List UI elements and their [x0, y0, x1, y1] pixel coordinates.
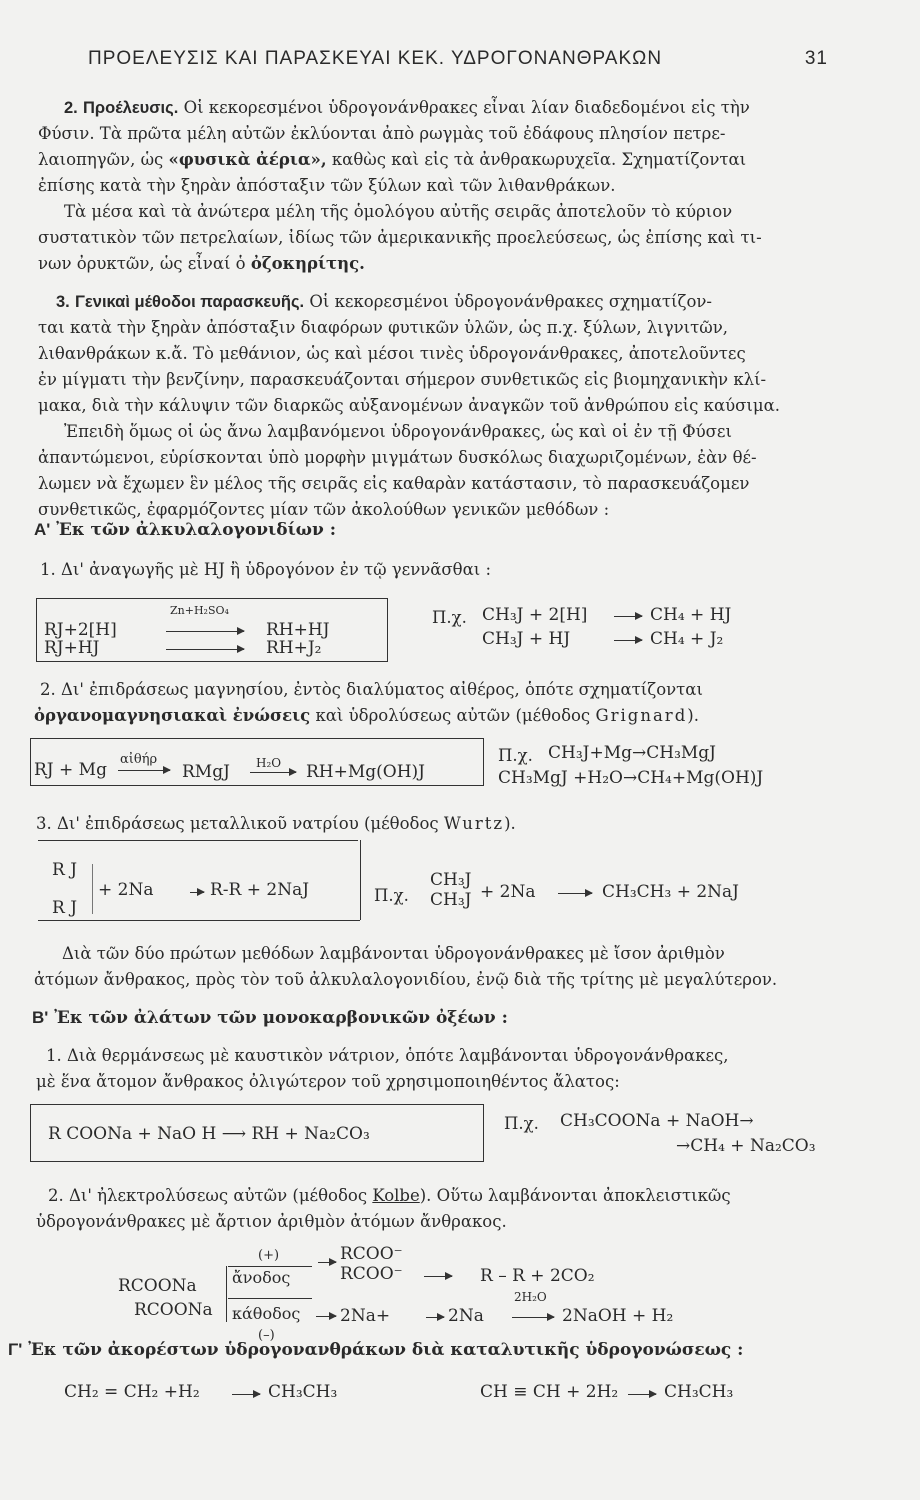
- g-eq1-arrow: [232, 1394, 260, 1395]
- section-b-title: Ἐκ τῶν ἀλάτων τῶν μονοκαρβονικῶν ὀξέων :: [54, 1008, 508, 1028]
- b-m2-arrow-cathode: [316, 1316, 336, 1317]
- a-m2-arrow-1: [118, 770, 170, 771]
- sec2-bold-ozokerite: ὀζοκηρίτης.: [250, 254, 365, 273]
- a-m3-eg-plus: + 2Na: [480, 882, 536, 902]
- a-m1-r2-right: RH+J₂: [266, 638, 322, 658]
- a-m3-bracket: [92, 864, 93, 914]
- running-header: [88, 48, 828, 74]
- sec2-line-4: ἐπίσης κατὰ τὴν ξηρὰν ἀπόσταξιν τῶν ξύλων καὶ τῶν λιθανθράκων.: [38, 176, 616, 195]
- a-m3-box-top: [38, 840, 358, 841]
- b-m2-plus-sign: (+): [258, 1248, 280, 1263]
- a-m2-line-2: [34, 706, 699, 726]
- b-m2-arrow-anode: [318, 1262, 336, 1263]
- b-m2-na-plus: 2Na+: [340, 1306, 391, 1326]
- sec3-line-9: συνθετικῶς, ἐφαρμόζοντες μίαν τῶν ἀκολούθων γενικῶν μεθόδων :: [38, 500, 610, 519]
- section-b-letter: Β': [32, 1008, 49, 1027]
- a-m3-text-a: 3. Δι' ἐπιδράσεως μεταλλικοῦ νατρίου (μέθοδος: [36, 814, 439, 833]
- a-m3-box-bottom: [38, 920, 360, 921]
- a-m1-eg1-right: CH₄ + HJ: [650, 605, 732, 625]
- a-m2-grignard: Grignard: [595, 706, 688, 725]
- section-g-letter: Γ': [8, 1340, 23, 1359]
- sec3-heading: Γενικαὶ μέθοδοι παρασκευῆς.: [75, 293, 305, 311]
- a-m3-box-right: [360, 840, 361, 920]
- g-eq1-left: CH₂ = CH₂ +H₂: [64, 1382, 200, 1402]
- b-m2-cathode-line: [228, 1298, 312, 1299]
- a-m3-rj-2: R J: [52, 898, 78, 918]
- b-m2-anode: ἄνοδος: [232, 1268, 291, 1287]
- b-m2-kolbe: Kolbe: [372, 1186, 420, 1205]
- b-m2-arrow-h2o: [512, 1317, 554, 1318]
- sec3-line-7: ἀπαντώμενοι, εὑρίσκονται ὑπὸ μορφὴν μιγμάτων δυσκόλως διαχωριζομένων, ἐὰν θέ-: [38, 448, 757, 467]
- a-m1-r1-arrow: [166, 631, 244, 632]
- sec2-number: 2.: [64, 99, 78, 117]
- a-m1-eg2-left: CH₃J + HJ: [482, 629, 571, 649]
- sec3-line-6: Ἐπειδὴ ὅμως οἱ ὡς ἄνω λαμβανόμενοι ὑδρογονάνθρακες, ὡς καὶ οἱ ἐν τῇ Φύσει: [64, 422, 732, 441]
- a-m2-eg1: CH₃J+Mg→CH₃MgJ: [548, 743, 716, 763]
- b-m2-prod-2: 2NaOH + H₂: [562, 1306, 674, 1326]
- a-m1-eg2-arrow: [614, 640, 642, 641]
- a-m1-r2-arrow: [166, 649, 244, 650]
- a-m1-eg1-arrow: [614, 616, 642, 617]
- a-m2-f-b: RMgJ: [182, 762, 230, 782]
- b-m2-rcoo-bot: RCOO⁻: [340, 1264, 403, 1284]
- g-eq2-arrow: [628, 1394, 656, 1395]
- sec2-text-1: Οἱ κεκορεσμένοι ὑδρογονάνθρακες εἶναι λίαν διαδεδομένοι εἰς τὴν: [183, 98, 750, 117]
- b-m2-h2o: 2H₂O: [514, 1290, 547, 1304]
- b-m2-rcoo-top: RCOO⁻: [340, 1244, 403, 1264]
- g-eq1-right: CH₃CH₃: [268, 1382, 338, 1402]
- b-m2-electrode-bar: [226, 1266, 227, 1322]
- b-m2-arrow-na: [426, 1317, 444, 1318]
- sec2-line-5: Τὰ μέσα καὶ τὰ ἀνώτερα μέλη τῆς ὁμολόγου αὐτῆς σειρᾶς ἀποτελοῦν τὸ κύριον: [64, 202, 733, 221]
- a-m3-eg-label: Π.χ.: [374, 886, 409, 905]
- a-m3-prod: R-R + 2NaJ: [210, 880, 310, 900]
- a-m2-f-c: RH+Mg(OH)J: [306, 762, 425, 782]
- a-m2-cond-water: H₂O: [256, 756, 282, 770]
- a-m3-plus-na: + 2Na: [98, 880, 154, 900]
- a-m3-rj-1: R J: [52, 860, 78, 880]
- a-m2-eg2: CH₃MgJ +H₂O→CH₄+Mg(OH)J: [498, 768, 764, 788]
- a-m1-condition: Zn+H₂SO₄: [170, 604, 229, 617]
- sec2-line-3: [38, 150, 746, 170]
- b-m1-line-1: 1. Διὰ θερμάνσεως μὲ καυστικὸν νάτριον, ὁπότε λαμβάνονται ὑδρογονάνθρακες,: [46, 1046, 729, 1065]
- a-m1-eg-label: Π.χ.: [432, 608, 467, 627]
- a-m2-eg-label: Π.χ.: [498, 746, 533, 765]
- section-a-title: Ἐκ τῶν ἀλκυλαλογονιδίων :: [56, 520, 336, 540]
- sec3-text-1: Οἱ κεκορεσμένοι ὑδρογονάνθρακες σχηματίζον-: [309, 292, 712, 311]
- sec3-line-4: ἐν μίγματι τὴν βενζίνην, παρασκευάζονται σήμερον συνθετικῶς εἰς βιομηχανικὴν κλί-: [38, 370, 767, 389]
- b-m2-cathode: κάθοδος: [232, 1304, 301, 1323]
- section-g-heading: [8, 1340, 743, 1360]
- sec3-line-5: μακα, διὰ τὴν κάλυψιν τῶν διαρκῶς αὐξανομένων ἀναγκῶν τοῦ ἀνθρώπου εἰς καύσιμα.: [38, 396, 780, 415]
- b-m1-eg2: →CH₄ + Na₂CO₃: [676, 1136, 816, 1156]
- b-m1-eg-label: Π.χ.: [504, 1114, 539, 1133]
- b-m2-anode-line: [228, 1266, 312, 1267]
- sec2-text-3b: καθὼς καὶ εἰς τὰ ἀνθρακωρυχεῖα. Σχηματίζονται: [331, 150, 747, 169]
- a-m2-text-end: ).: [687, 706, 699, 725]
- sec3-line-2: ται κατὰ τὴν ξηρὰν ἀπόσταξιν διαφόρων φυτικῶν ὑλῶν, ὡς π.χ. ξύλων, λιγνιτῶν,: [38, 318, 728, 337]
- a-m1-r1-left: RJ+2[H]: [44, 620, 117, 640]
- b-m2-na: 2Na: [448, 1306, 484, 1326]
- sec2-text-3a: λαιοπηγῶν, ὡς: [38, 150, 164, 169]
- g-eq2-left: CH ≡ CH + 2H₂: [480, 1382, 619, 1402]
- a-m2-f-a: RJ + Mg: [34, 760, 107, 780]
- sec2-heading: Προέλευσις.: [83, 99, 179, 117]
- page-number: 31: [804, 48, 828, 69]
- a-m2-bold-organomagnesium: ὀργανομαγνησιακαὶ ἐνώσεις: [34, 706, 311, 725]
- a-m3-eg-bot: CH₃J: [430, 890, 472, 910]
- sec2-line-2: Φύσιν. Τὰ πρῶτα μέλη αὐτῶν ἐκλύονται ἀπὸ ρωγμὰς τοῦ ἐδάφους πλησίον πετρε-: [38, 124, 726, 143]
- sec2-line-1: [64, 98, 750, 118]
- b-m2-rcoona-1: RCOONa: [118, 1276, 197, 1296]
- a-m3-arrow: [190, 892, 204, 893]
- sec2-text-7: νων ὀρυκτῶν, ὡς εἶναί ὁ: [38, 254, 246, 273]
- a-m2-line-1: 2. Δι' ἐπιδράσεως μαγνησίου, ἐντὸς διαλύματος αἰθέρος, ὁπότε σχηματίζονται: [40, 680, 703, 699]
- section-g-title: Ἐκ τῶν ἀκορέστων ὑδρογονανθράκων διὰ καταλυτικῆς ὑδρογονώσεως :: [28, 1340, 744, 1360]
- a-m1-r1-right: RH+HJ: [266, 620, 330, 640]
- b-m2-arrow-prod1: [424, 1276, 452, 1277]
- sec2-bold-natural-gas: «φυσικὰ ἀέρια»,: [168, 150, 327, 169]
- a-m2-cond-ether: αἰθήρ: [120, 752, 158, 767]
- a-m1-text: 1. Δι' ἀναγωγῆς μὲ HJ ἢ ὑδρογόνον ἐν τῷ γεννᾶσθαι :: [40, 560, 492, 579]
- b-m1-formula: R COONa + NaO H ⟶ RH + Na₂CO₃: [48, 1124, 370, 1144]
- a-m2-arrow-2: [250, 772, 296, 773]
- a-m3-eg-top: CH₃J: [430, 870, 472, 890]
- sec2-line-6: συστατικὸν τῶν πετρελαίων, ἰδίως τῶν ἀμερικανικῆς προελεύσεως, ὡς ἐπίσης καὶ τι-: [38, 228, 762, 247]
- sec3-number: 3.: [56, 293, 70, 311]
- a-m1-eg1-left: CH₃J + 2[H]: [482, 605, 588, 625]
- sec3-line-3: λιθανθράκων κ.ἄ. Τὸ μεθάνιον, ὡς καὶ μέσοι τινὲς ὑδρογονάνθρακες, ἀποτελοῦντες: [38, 344, 746, 363]
- sec3-line-1: [56, 292, 712, 312]
- a-m3-text-end: ).: [504, 814, 516, 833]
- b-m2-minus-sign: (–): [258, 1328, 275, 1343]
- b-m1-line-2: μὲ ἕνα ἄτομον ἄνθρακος ὀλιγώτερον τοῦ χρησιμοποιηθέντος ἄλατος:: [36, 1072, 620, 1091]
- a-m1-r2-left: RJ+HJ: [44, 638, 100, 658]
- b-m2-rcoona-2: RCOONa: [134, 1300, 213, 1320]
- b-m2-line-1: [48, 1186, 731, 1206]
- a-after-line-2: ἀτόμων ἄνθρακος, πρὸς τὸν τοῦ ἀλκυλαλογονιδίου, ἐνῷ διὰ τῆς τρίτης μὲ μεγαλύτερον.: [34, 970, 778, 989]
- b-m2-text-b: ). Οὕτω λαμβάνονται ἀποκλειστικῶς: [419, 1186, 731, 1205]
- section-a-heading: [34, 520, 336, 540]
- b-m2-text-a: 2. Δι' ἠλεκτρολύσεως αὐτῶν (μέθοδος: [48, 1186, 368, 1205]
- b-m1-eg1: CH₃COONa + NaOH→: [560, 1111, 754, 1131]
- sec2-line-7: [38, 254, 365, 274]
- a-after-line-1: Διὰ τῶν δύο πρώτων μεθόδων λαμβάνονται ὑδρογονάνθρακες μὲ ἴσον ἀριθμὸν: [62, 944, 725, 963]
- a-m1-eg2-right: CH₄ + J₂: [650, 629, 724, 649]
- a-m2-text-2: καὶ ὑδρολύσεως αὐτῶν (μέθοδος: [315, 706, 591, 725]
- header-title: ΠΡΟΕΛΕΥΣΙΣ ΚΑΙ ΠΑΡΑΣΚΕΥΑΙ ΚΕΚ. ΥΔΡΟΓΟΝΑΝΘΡΑΚΩΝ: [88, 48, 663, 69]
- b-m2-line-2: ὑδρογονάνθρακες μὲ ἄρτιον ἀριθμὸν ἀτόμων ἄνθρακος.: [36, 1212, 507, 1231]
- section-a-letter: Α': [34, 520, 51, 539]
- sec3-line-8: λωμεν νὰ ἔχωμεν ἓν μέλος τῆς σειρᾶς εἰς καθαρὰν κατάστασιν, τὸ παρασκευάζομεν: [38, 474, 750, 493]
- section-b-heading: [32, 1008, 508, 1028]
- a-m3-eg-prod: CH₃CH₃ + 2NaJ: [602, 882, 739, 902]
- g-eq2-right: CH₃CH₃: [664, 1382, 734, 1402]
- b-m2-prod-1: R – R + 2CO₂: [480, 1266, 595, 1286]
- a-m3-eg-arrow: [558, 893, 592, 894]
- a-m3-text: [36, 814, 516, 834]
- a-m3-wurtz: Wurtz: [443, 814, 505, 833]
